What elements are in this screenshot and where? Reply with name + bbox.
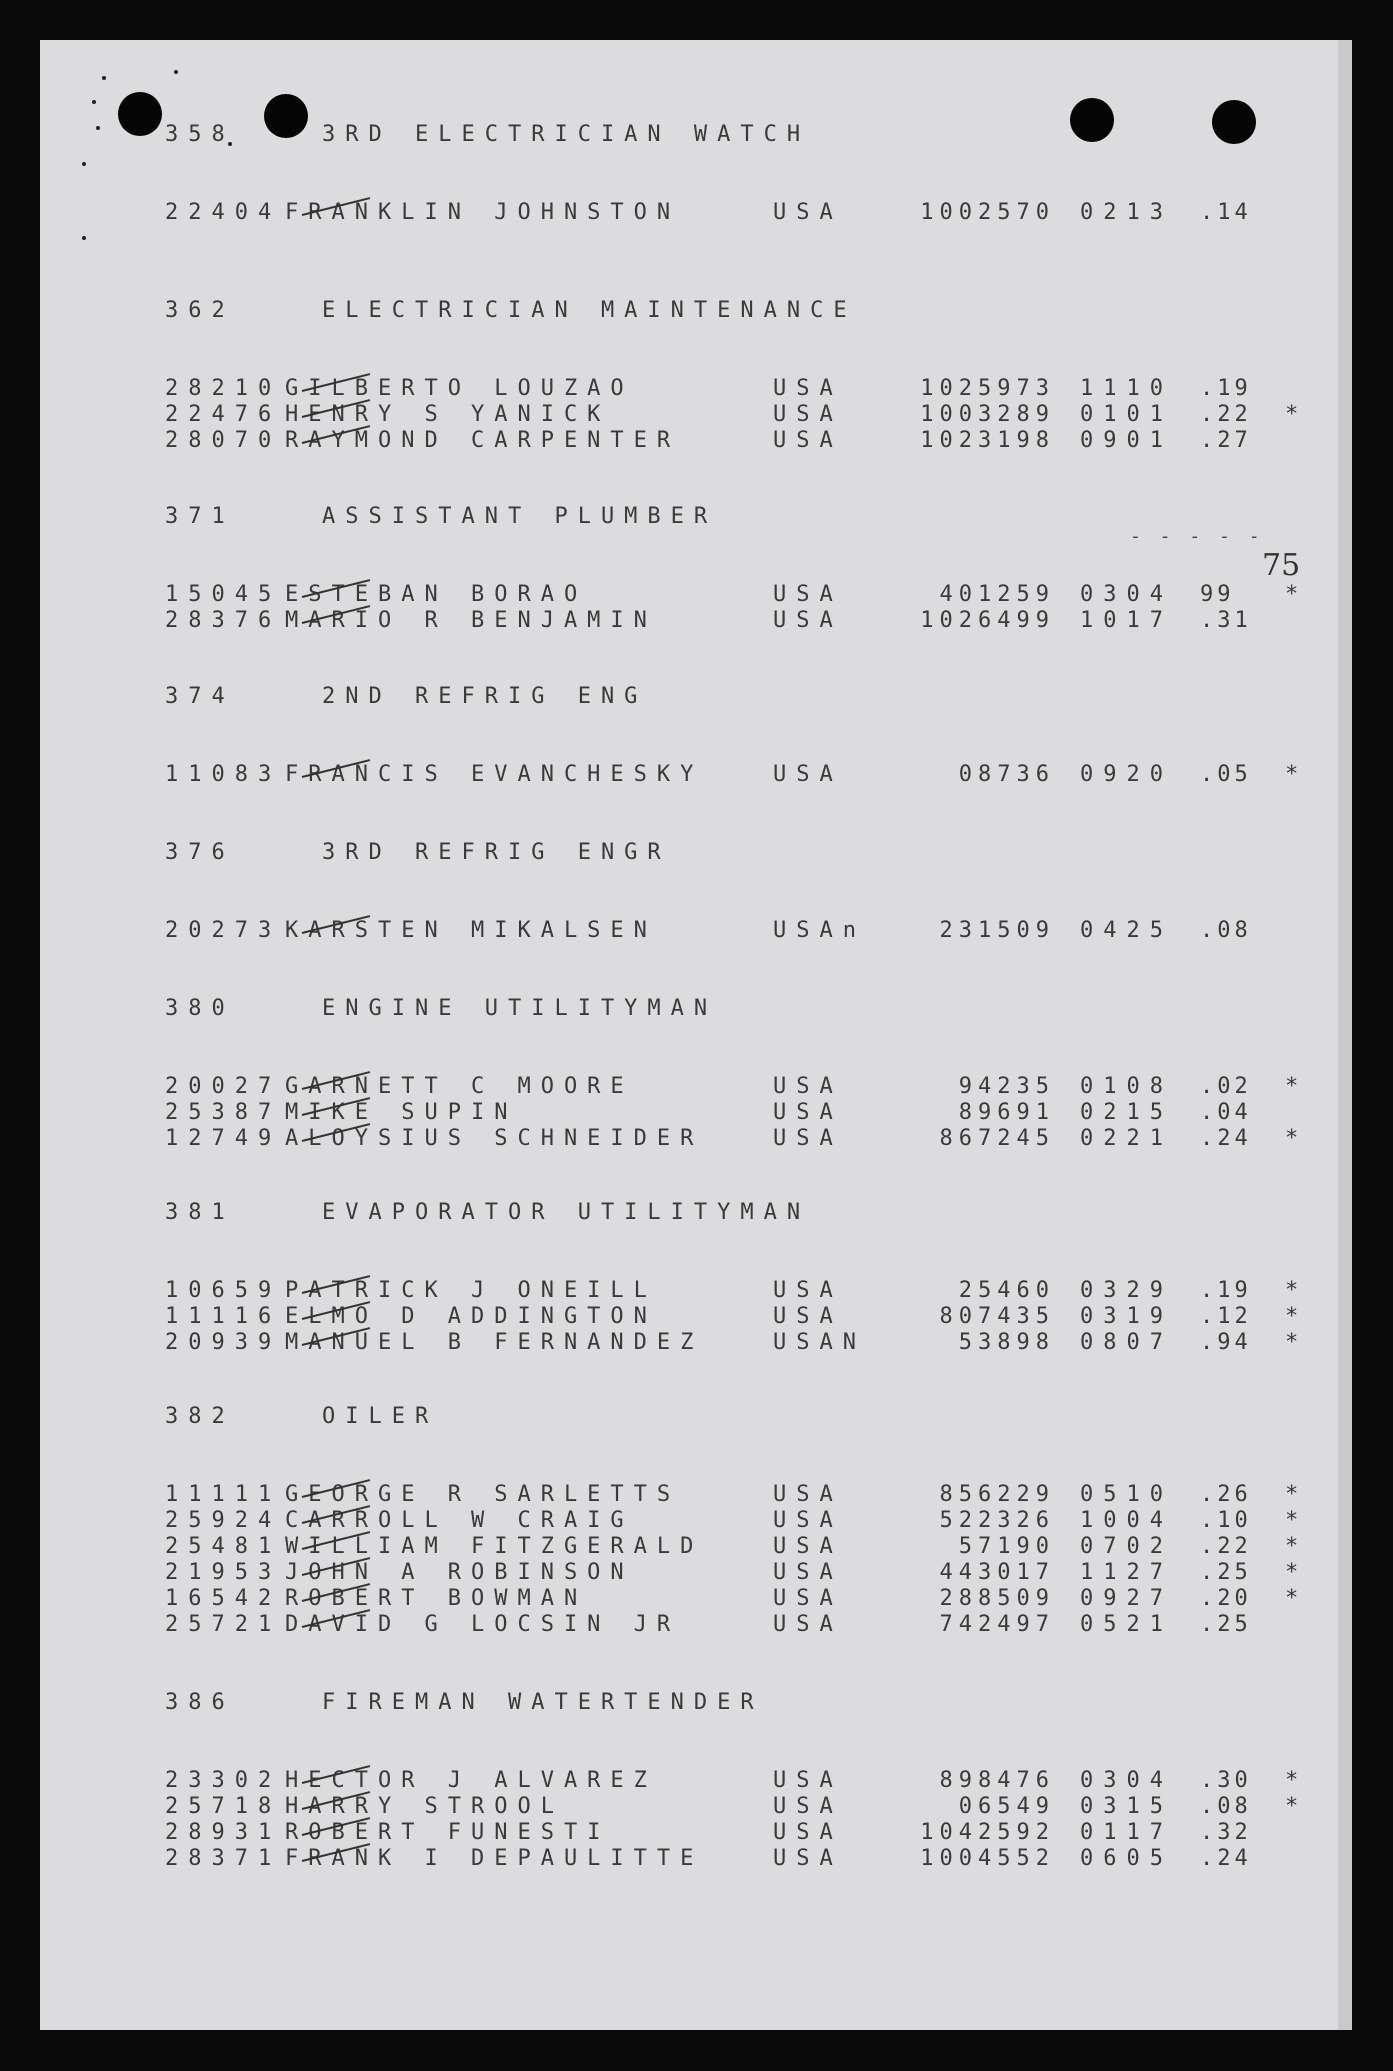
document-number: 288509	[939, 1586, 1055, 1611]
nationality: USA	[773, 1846, 843, 1871]
document-number: 1023198	[920, 428, 1055, 453]
dash-mark: - - - - -	[1130, 526, 1264, 547]
document-number: 1025973	[920, 376, 1055, 401]
speck	[92, 100, 96, 104]
document-number: 1004552	[920, 1846, 1055, 1871]
crew-id: 20939	[165, 1330, 282, 1355]
date-code: 0425	[1080, 918, 1173, 943]
crew-id: 12749	[165, 1126, 282, 1151]
document-number: 89691	[958, 1100, 1055, 1125]
nationality: USA	[773, 1304, 843, 1329]
document-page	[40, 40, 1352, 2030]
document-number: 807435	[939, 1304, 1055, 1329]
speck	[102, 76, 106, 80]
nationality: USA	[773, 1534, 843, 1559]
nationality: USA	[773, 1278, 843, 1303]
amount: .04	[1200, 1100, 1252, 1125]
nationality: USA	[773, 1794, 843, 1819]
section-title: 3RD ELECTRICIAN WATCH	[322, 122, 811, 147]
section-title: FIREMAN WATERTENDER	[322, 1690, 764, 1715]
document-number: 06549	[958, 1794, 1055, 1819]
nationality: USA	[773, 1508, 843, 1533]
amount: .31	[1200, 608, 1252, 633]
crew-id: 28210	[165, 376, 282, 401]
nationality: USA	[773, 1074, 843, 1099]
amount: .14	[1200, 200, 1252, 225]
document-number: 867245	[939, 1126, 1055, 1151]
document-number: 94235	[958, 1074, 1055, 1099]
crew-name: RAYMOND CARPENTER	[285, 428, 681, 453]
crew-id: 11116	[165, 1304, 282, 1329]
document-number: 57190	[958, 1534, 1055, 1559]
nationality: USA	[773, 582, 843, 607]
asterisk-mark: *	[1285, 1768, 1299, 1793]
speck	[174, 70, 178, 74]
crew-name: CARROLL W CRAIG	[285, 1508, 634, 1533]
nationality: USA	[773, 1586, 843, 1611]
nationality: USA	[773, 1820, 843, 1845]
crew-name: ELMO D ADDINGTON	[285, 1304, 657, 1329]
section-code: 381	[165, 1200, 235, 1225]
crew-name: GEORGE R SARLETTS	[285, 1482, 681, 1507]
crew-name: HENRY S YANICK	[285, 402, 611, 427]
section-code: 362	[165, 298, 235, 323]
nationality: USA	[773, 1768, 843, 1793]
amount: .24	[1200, 1846, 1252, 1871]
date-code: 0101	[1080, 402, 1173, 427]
amount: .22	[1200, 1534, 1252, 1559]
section-code: 382	[165, 1404, 235, 1429]
date-code: 0605	[1080, 1846, 1173, 1871]
amount: .20	[1200, 1586, 1252, 1611]
asterisk-mark: *	[1285, 1586, 1299, 1611]
document-number: 1042592	[920, 1820, 1055, 1845]
crew-name: HARRY STROOL	[285, 1794, 564, 1819]
crew-name: JOHN A ROBINSON	[285, 1560, 634, 1585]
crew-name: MARIO R BENJAMIN	[285, 608, 657, 633]
amount: .22	[1200, 402, 1252, 427]
crew-id: 25387	[165, 1100, 282, 1125]
crew-id: 22476	[165, 402, 282, 427]
date-code: 0319	[1080, 1304, 1173, 1329]
crew-id: 25924	[165, 1508, 282, 1533]
crew-name: PATRICK J ONEILL	[285, 1278, 657, 1303]
section-title: 2ND REFRIG ENG	[322, 684, 648, 709]
amount: .12	[1200, 1304, 1252, 1329]
amount: .10	[1200, 1508, 1252, 1533]
date-code: 0329	[1080, 1278, 1173, 1303]
date-code: 0117	[1080, 1820, 1173, 1845]
document-number: 1002570	[920, 200, 1055, 225]
punch-hole	[1070, 98, 1114, 142]
amount: .24	[1200, 1126, 1252, 1151]
page-number: 75	[1262, 548, 1301, 583]
punch-hole	[118, 92, 162, 136]
crew-name: FRANKLIN JOHNSTON	[285, 200, 681, 225]
asterisk-mark: *	[1285, 1482, 1299, 1507]
document-number: 898476	[939, 1768, 1055, 1793]
date-code: 0304	[1080, 582, 1173, 607]
crew-id: 28931	[165, 1820, 282, 1845]
nationality: USAN	[773, 1330, 866, 1355]
nationality: USA	[773, 762, 843, 787]
section-code: 380	[165, 996, 235, 1021]
section-code: 374	[165, 684, 235, 709]
nationality: USA	[773, 1482, 843, 1507]
asterisk-mark: *	[1285, 1508, 1299, 1533]
document-number: 53898	[958, 1330, 1055, 1355]
date-code: 0221	[1080, 1126, 1173, 1151]
crew-id: 22404	[165, 200, 282, 225]
nationality: USA	[773, 428, 843, 453]
punch-hole	[1212, 100, 1256, 144]
document-number: 742497	[939, 1612, 1055, 1637]
crew-name: MIKE SUPIN	[285, 1100, 518, 1125]
amount: .27	[1200, 428, 1252, 453]
asterisk-mark: *	[1285, 762, 1299, 787]
date-code: 0215	[1080, 1100, 1173, 1125]
crew-id: 28070	[165, 428, 282, 453]
amount: .94	[1200, 1330, 1252, 1355]
date-code: 0901	[1080, 428, 1173, 453]
amount: .25	[1200, 1560, 1252, 1585]
document-number: 1026499	[920, 608, 1055, 633]
date-code: 0213	[1080, 200, 1173, 225]
section-code: 386	[165, 1690, 235, 1715]
crew-id: 28371	[165, 1846, 282, 1871]
section-code: 376	[165, 840, 235, 865]
crew-id: 20273	[165, 918, 282, 943]
crew-id: 10659	[165, 1278, 282, 1303]
amount: .25	[1200, 1612, 1252, 1637]
crew-name: FRANCIS EVANCHESKY	[285, 762, 704, 787]
crew-name: DAVID G LOCSIN JR	[285, 1612, 681, 1637]
date-code: 0702	[1080, 1534, 1173, 1559]
amount: .05	[1200, 762, 1252, 787]
crew-name: FRANK I DEPAULITTE	[285, 1846, 704, 1871]
document-number: 25460	[958, 1278, 1055, 1303]
crew-id: 28376	[165, 608, 282, 633]
date-code: 0315	[1080, 1794, 1173, 1819]
date-code: 1127	[1080, 1560, 1173, 1585]
asterisk-mark: *	[1285, 402, 1299, 427]
date-code: 0510	[1080, 1482, 1173, 1507]
nationality: USA	[773, 1126, 843, 1151]
asterisk-mark: *	[1285, 1304, 1299, 1329]
crew-id: 16542	[165, 1586, 282, 1611]
speck	[96, 126, 100, 130]
asterisk-mark: *	[1285, 582, 1299, 607]
section-title: ENGINE UTILITYMAN	[322, 996, 718, 1021]
speck	[82, 162, 86, 166]
date-code: 0521	[1080, 1612, 1173, 1637]
crew-id: 25718	[165, 1794, 282, 1819]
crew-name: ROBERT FUNESTI	[285, 1820, 611, 1845]
date-code: 1004	[1080, 1508, 1173, 1533]
crew-name: ESTEBAN BORAO	[285, 582, 588, 607]
date-code: 1110	[1080, 376, 1173, 401]
date-code: 0920	[1080, 762, 1173, 787]
document-number: 856229	[939, 1482, 1055, 1507]
nationality: USA	[773, 402, 843, 427]
document-number: 08736	[958, 762, 1055, 787]
crew-name: ALOYSIUS SCHNEIDER	[285, 1126, 704, 1151]
amount: .19	[1200, 1278, 1252, 1303]
section-title: OILER	[322, 1404, 439, 1429]
crew-id: 21953	[165, 1560, 282, 1585]
nationality: USA	[773, 1100, 843, 1125]
asterisk-mark: *	[1285, 1074, 1299, 1099]
section-title: EVAPORATOR UTILITYMAN	[322, 1200, 811, 1225]
nationality: USA	[773, 200, 843, 225]
asterisk-mark: *	[1285, 1560, 1299, 1585]
crew-id: 23302	[165, 1768, 282, 1793]
date-code: 1017	[1080, 608, 1173, 633]
nationality: USA	[773, 1612, 843, 1637]
crew-name: GILBERTO LOUZAO	[285, 376, 634, 401]
crew-id: 20027	[165, 1074, 282, 1099]
document-number: 522326	[939, 1508, 1055, 1533]
crew-name: WILLIAM FITZGERALD	[285, 1534, 704, 1559]
amount: .08	[1200, 1794, 1252, 1819]
crew-id: 25481	[165, 1534, 282, 1559]
asterisk-mark: *	[1285, 1534, 1299, 1559]
date-code: 0304	[1080, 1768, 1173, 1793]
crew-name: MANUEL B FERNANDEZ	[285, 1330, 704, 1355]
section-code: 371	[165, 504, 235, 529]
section-code: 358	[165, 122, 235, 147]
crew-name: HECTOR J ALVAREZ	[285, 1768, 657, 1793]
nationality: USA	[773, 376, 843, 401]
date-code: 0108	[1080, 1074, 1173, 1099]
nationality: USAn	[773, 918, 866, 943]
crew-id: 15045	[165, 582, 282, 607]
document-number: 443017	[939, 1560, 1055, 1585]
amount: .19	[1200, 376, 1252, 401]
amount: .30	[1200, 1768, 1252, 1793]
crew-id: 25721	[165, 1612, 282, 1637]
asterisk-mark: *	[1285, 1794, 1299, 1819]
document-number: 231509	[939, 918, 1055, 943]
amount: .08	[1200, 918, 1252, 943]
section-title: ELECTRICIAN MAINTENANCE	[322, 298, 857, 323]
crew-name: KARSTEN MIKALSEN	[285, 918, 657, 943]
date-code: 0807	[1080, 1330, 1173, 1355]
crew-id: 11083	[165, 762, 282, 787]
speck	[82, 236, 86, 240]
asterisk-mark: *	[1285, 1278, 1299, 1303]
section-title: 3RD REFRIG ENGR	[322, 840, 671, 865]
punch-hole	[264, 94, 308, 138]
document-number: 1003289	[920, 402, 1055, 427]
amount: .32	[1200, 1820, 1252, 1845]
amount: 99	[1200, 582, 1235, 607]
date-code: 0927	[1080, 1586, 1173, 1611]
crew-id: 11111	[165, 1482, 282, 1507]
section-title: ASSISTANT PLUMBER	[322, 504, 718, 529]
nationality: USA	[773, 1560, 843, 1585]
crew-name: ROBERT BOWMAN	[285, 1586, 588, 1611]
asterisk-mark: *	[1285, 1126, 1299, 1151]
crew-name: GARNETT C MOORE	[285, 1074, 634, 1099]
amount: .02	[1200, 1074, 1252, 1099]
document-number: 401259	[939, 582, 1055, 607]
asterisk-mark: *	[1285, 1330, 1299, 1355]
amount: .26	[1200, 1482, 1252, 1507]
nationality: USA	[773, 608, 843, 633]
